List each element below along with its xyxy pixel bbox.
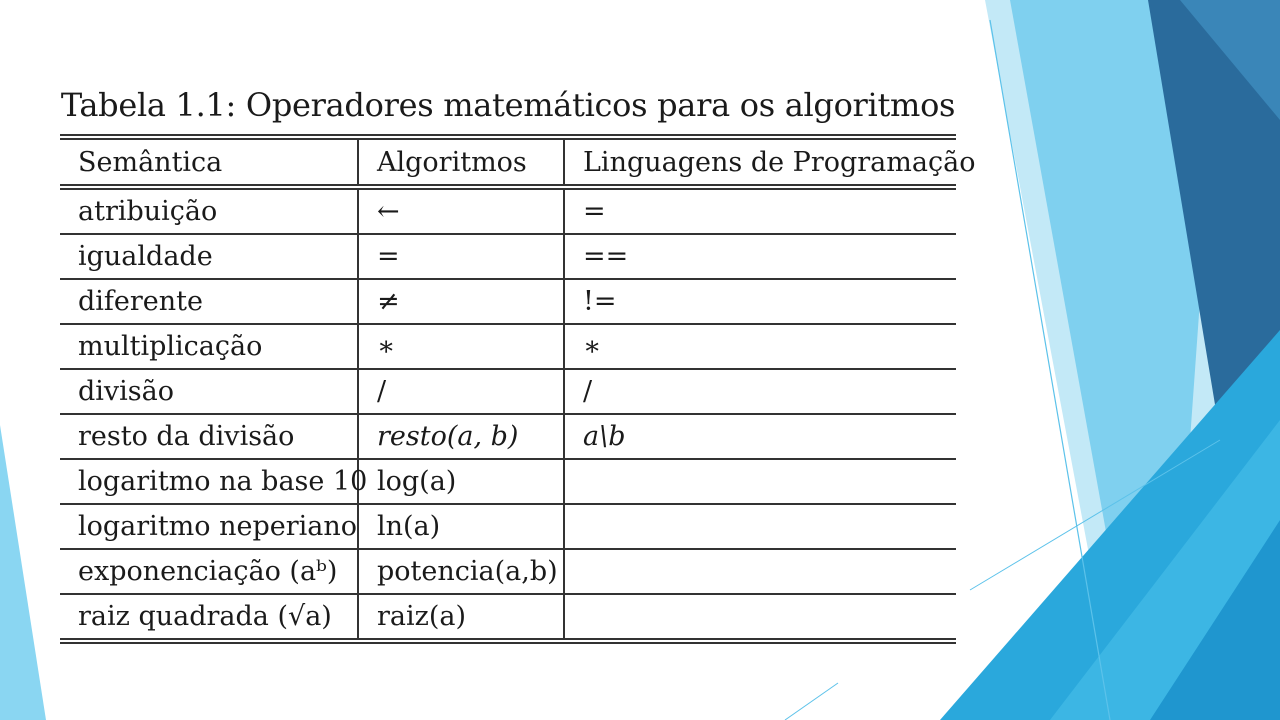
cell-linguagem: ∗ bbox=[564, 324, 956, 369]
cell-linguagem bbox=[564, 549, 956, 594]
table-row bbox=[60, 324, 956, 369]
table-row bbox=[60, 187, 956, 234]
cell-algoritmo: raiz(a) bbox=[358, 594, 564, 641]
cell-algoritmo: ← bbox=[358, 187, 564, 234]
table-row bbox=[60, 414, 956, 459]
left-edge-shape bbox=[0, 425, 46, 720]
header-linguagens: Linguagens de Programação bbox=[564, 137, 956, 187]
cell-algoritmo: ≠ bbox=[358, 279, 564, 324]
cell-algoritmo: ln(a) bbox=[358, 504, 564, 549]
cell-semantica: multiplicação bbox=[60, 324, 358, 369]
cell-semantica: resto da divisão bbox=[60, 414, 358, 459]
cell-semantica: exponenciação (aᵇ) bbox=[60, 549, 358, 594]
header-algoritmos: Algoritmos bbox=[358, 137, 564, 187]
cell-semantica: raiz quadrada (√a) bbox=[60, 594, 358, 641]
cell-semantica: igualdade bbox=[60, 234, 358, 279]
header-semantica: Semântica bbox=[60, 137, 358, 187]
cell-semantica: diferente bbox=[60, 279, 358, 324]
table-row bbox=[60, 459, 956, 504]
cell-linguagem: = bbox=[564, 187, 956, 234]
cell-linguagem bbox=[564, 594, 956, 641]
operators-table bbox=[60, 134, 976, 644]
table-row bbox=[60, 594, 956, 641]
cell-linguagem: / bbox=[564, 369, 956, 414]
cell-semantica: logaritmo neperiano bbox=[60, 504, 358, 549]
table-header-row bbox=[60, 137, 956, 187]
cell-algoritmo: / bbox=[358, 369, 564, 414]
table-row bbox=[60, 279, 956, 324]
cell-linguagem bbox=[564, 459, 956, 504]
cell-linguagem: a\b bbox=[564, 414, 956, 459]
cell-semantica: logaritmo na base 10 bbox=[60, 459, 358, 504]
table-row bbox=[60, 234, 956, 279]
cell-algoritmo: log(a) bbox=[358, 459, 564, 504]
cell-semantica: divisão bbox=[60, 369, 358, 414]
table-row bbox=[60, 549, 956, 594]
cell-linguagem: == bbox=[564, 234, 956, 279]
table-row bbox=[60, 504, 956, 549]
cell-linguagem bbox=[564, 504, 956, 549]
cell-semantica: atribuição bbox=[60, 187, 358, 234]
table-row bbox=[60, 369, 956, 414]
cell-algoritmo: = bbox=[358, 234, 564, 279]
cell-algoritmo: potencia(a,b) bbox=[358, 549, 564, 594]
table-caption: Tabela 1.1: Operadores matemáticos para os algoritmos bbox=[60, 86, 956, 124]
cell-linguagem: != bbox=[564, 279, 956, 324]
thin-line-3 bbox=[785, 683, 838, 720]
cell-algoritmo: ∗ bbox=[358, 324, 564, 369]
cell-algoritmo: resto(a, b) bbox=[358, 414, 564, 459]
